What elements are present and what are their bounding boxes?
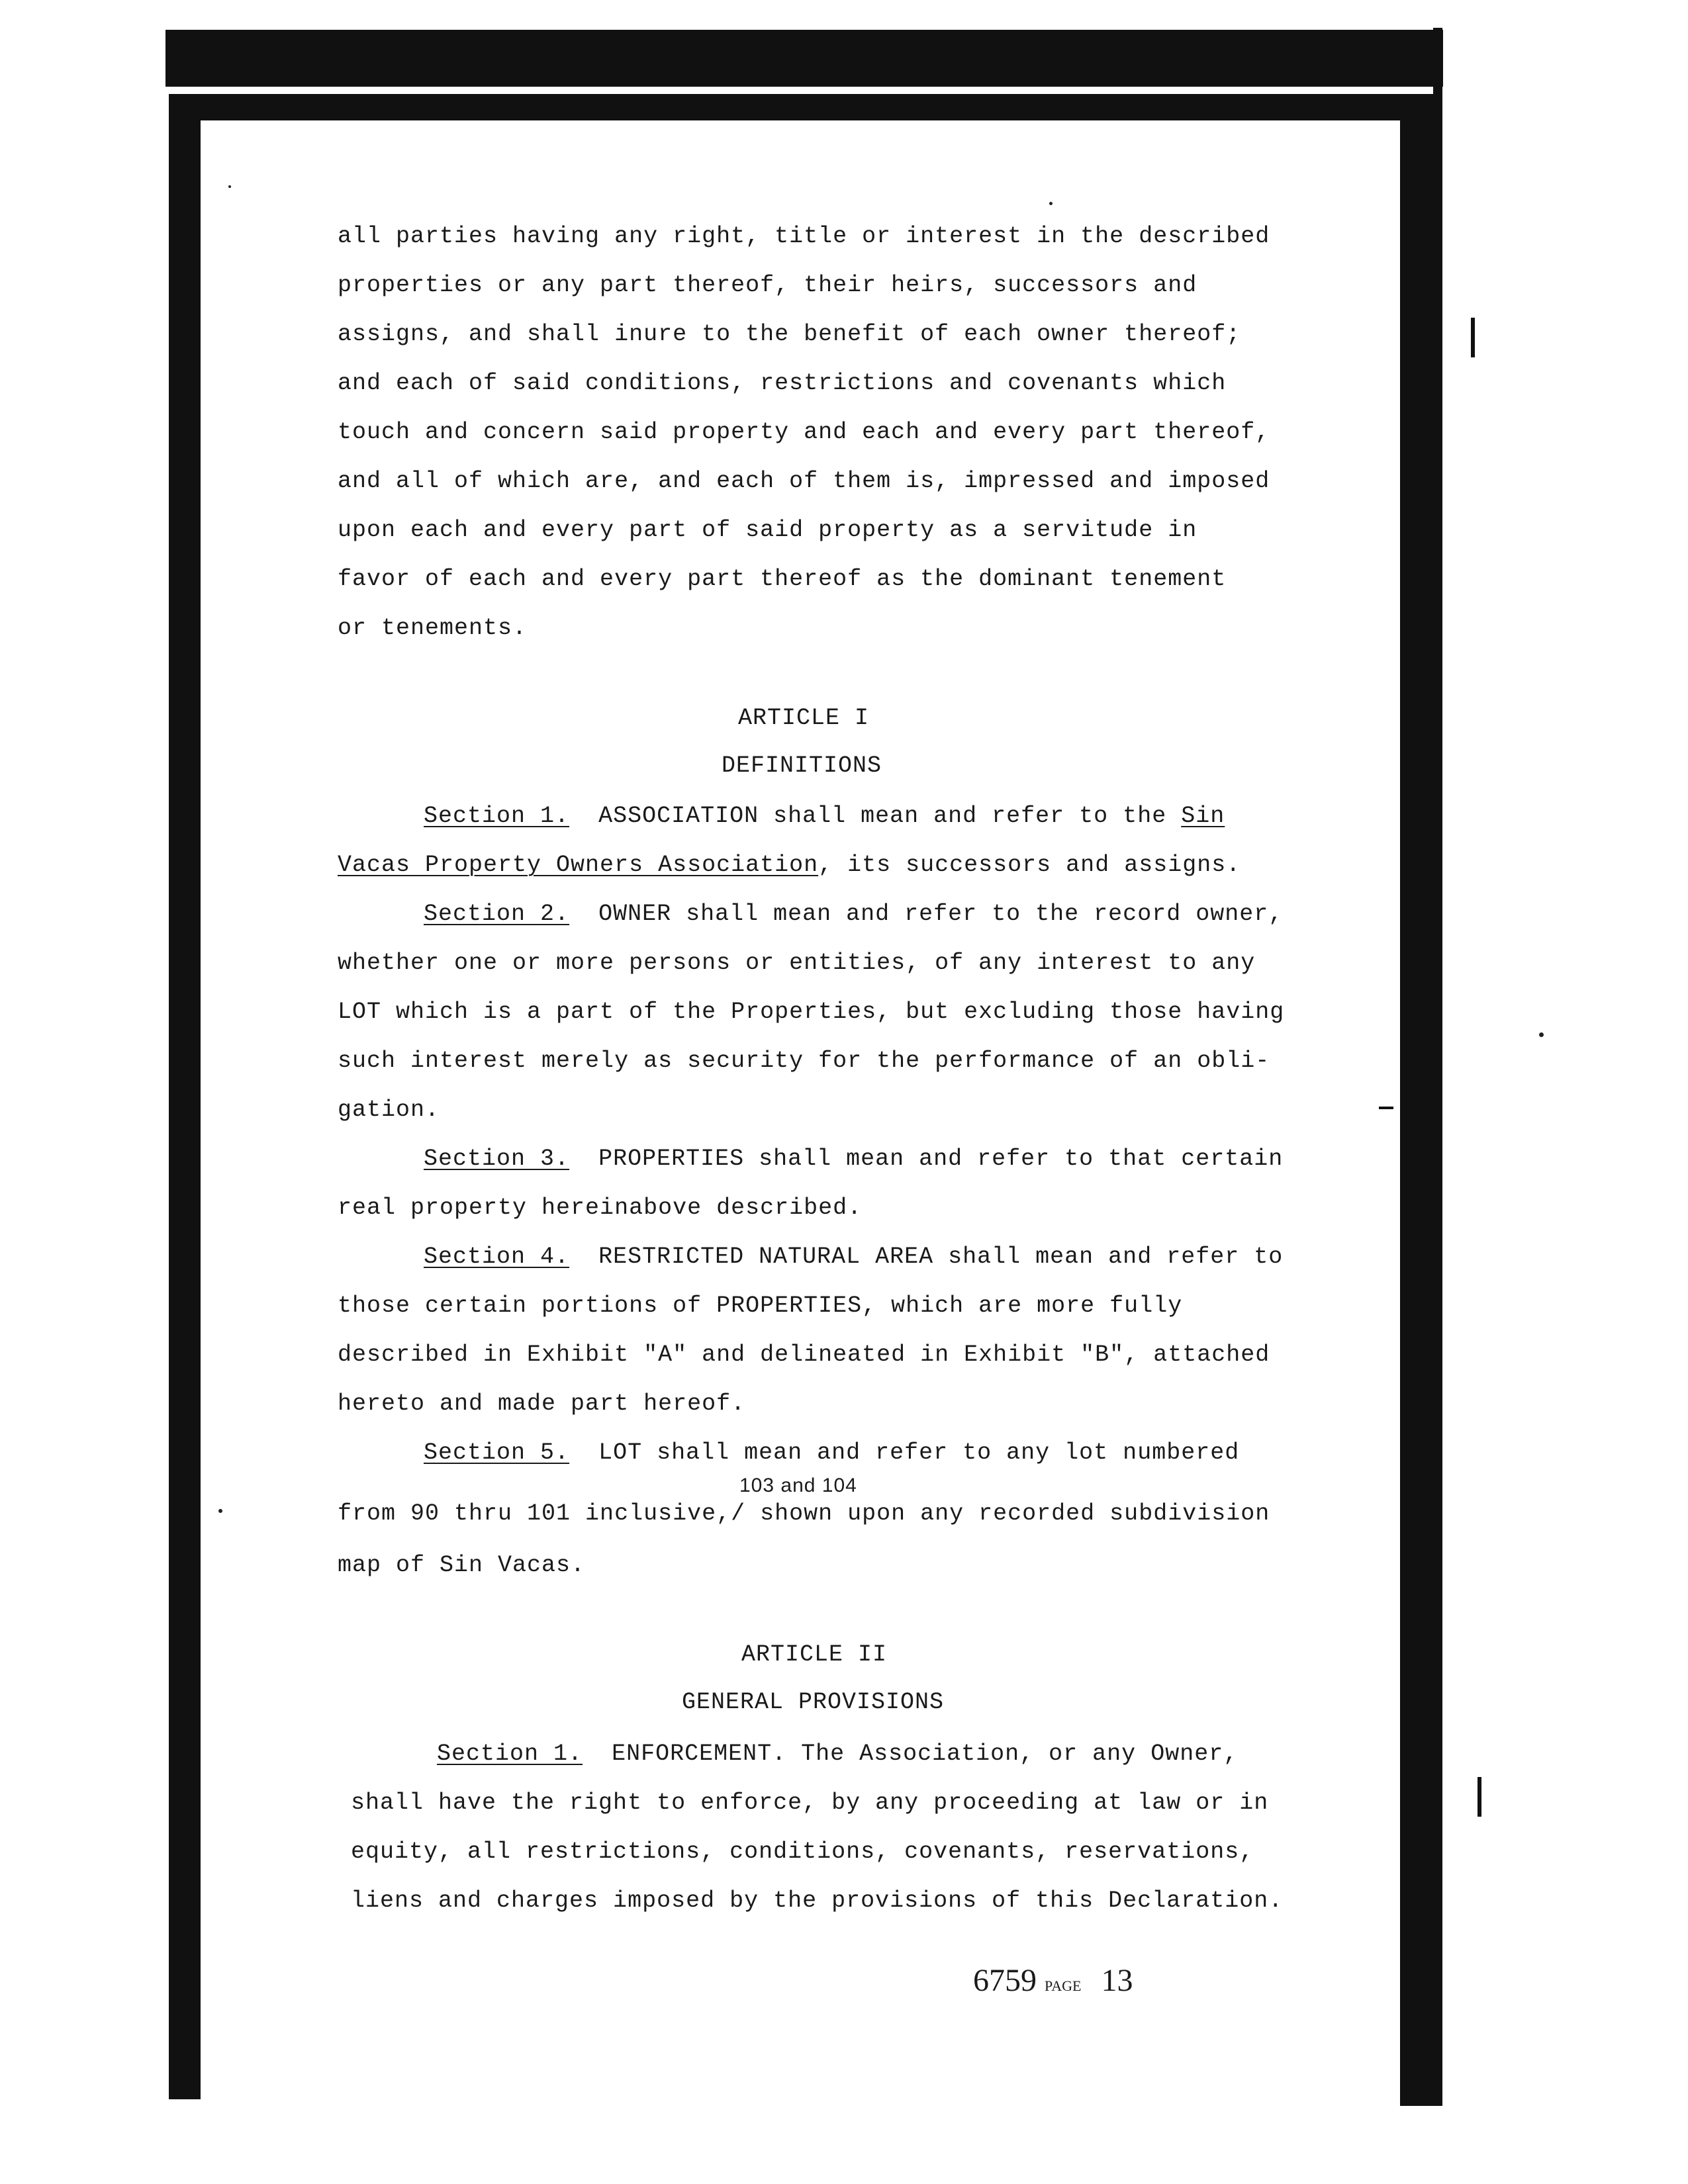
section-label: Section 3. <box>424 1146 570 1172</box>
section-line: real property hereinabove described. <box>338 1195 863 1221</box>
paragraph-line: and all of which are, and each of them is, impressed and imposed <box>338 468 1270 494</box>
page-number: 13 <box>1101 1963 1133 1998</box>
paragraph-line: touch and concern said property and each and every part thereof, <box>338 419 1270 445</box>
section-line: LOT which is a part of the Properties, but excluding those having <box>338 999 1285 1025</box>
section-line: shall have the right to enforce, by any proceeding at law or in <box>351 1790 1269 1816</box>
scan-speck <box>228 185 231 188</box>
recording-stamp <box>973 1962 1133 1999</box>
scan-mark <box>1477 1777 1481 1817</box>
section-line: such interest merely as security for the performance of an obli- <box>338 1048 1270 1074</box>
scan-speck <box>218 1509 222 1513</box>
section-line <box>424 1146 1283 1172</box>
scan-frame-left <box>169 94 201 2099</box>
article-heading: ARTICLE I <box>738 705 870 731</box>
association-name: Vacas Property Owners Association <box>338 852 819 878</box>
scan-mark <box>1379 1107 1393 1109</box>
paragraph-line: upon each and every part of said property as a servitude in <box>338 517 1197 543</box>
section-line <box>424 901 1283 927</box>
section-line: from 90 thru 101 inclusive,/ shown upon any recorded subdivision <box>338 1500 1270 1527</box>
section-label: Section 1. <box>424 803 570 829</box>
scan-frame-top <box>169 94 1440 120</box>
article-heading: ARTICLE II <box>741 1641 888 1668</box>
scan-speck <box>1049 202 1053 205</box>
scan-speck <box>1539 1032 1544 1037</box>
section-line: map of Sin Vacas. <box>338 1552 586 1578</box>
section-line: gation. <box>338 1097 440 1123</box>
paragraph-line: all parties having any right, title or interest in the described <box>338 223 1270 250</box>
section-label: Section 4. <box>424 1244 570 1270</box>
page-label: PAGE <box>1045 1978 1082 1994</box>
section-line: equity, all restrictions, conditions, covenants, reservations, <box>351 1839 1254 1865</box>
section-line: those certain portions of PROPERTIES, which are more fully <box>338 1293 1183 1319</box>
section-text: ENFORCEMENT. The Association, or any Owner, <box>612 1741 1239 1767</box>
section-text: , its successors and assigns. <box>818 852 1241 878</box>
section-text: LOT shall mean and refer to any lot numbered <box>598 1439 1240 1466</box>
paragraph-line: favor of each and every part thereof as the dominant tenement <box>338 566 1227 592</box>
section-line: described in Exhibit "A" and delineated in Exhibit "B", attached <box>338 1342 1270 1368</box>
section-line <box>338 852 1241 878</box>
article-subheading: GENERAL PROVISIONS <box>682 1689 945 1715</box>
section-label: Section 5. <box>424 1439 570 1466</box>
section-line: whether one or more persons or entities, of any interest to any <box>338 950 1256 976</box>
section-line: liens and charges imposed by the provisions of this Declaration. <box>351 1888 1284 1914</box>
paragraph-line: properties or any part thereof, their heirs, successors and <box>338 272 1197 298</box>
section-label: Section 1. <box>437 1741 583 1767</box>
section-line: hereto and made part hereof. <box>338 1390 746 1417</box>
section-line <box>424 1244 1283 1270</box>
paragraph-line: and each of said conditions, restrictions and covenants which <box>338 370 1227 396</box>
scan-mark <box>1471 318 1475 357</box>
section-text: PROPERTIES shall mean and refer to that certain <box>598 1146 1284 1172</box>
article-subheading: DEFINITIONS <box>722 752 882 779</box>
section-line <box>424 1439 1239 1466</box>
section-label: Section 2. <box>424 901 570 927</box>
association-name: Sin <box>1181 803 1225 829</box>
book-number: 6759 <box>973 1963 1037 1998</box>
paragraph-line: or tenements. <box>338 615 528 641</box>
section-text: RESTRICTED NATURAL AREA shall mean and refer to <box>598 1244 1284 1270</box>
section-text: OWNER shall mean and refer to the record owner, <box>598 901 1284 927</box>
section-line <box>437 1741 1238 1767</box>
scan-top-band <box>165 30 1443 89</box>
section-text: ASSOCIATION shall mean and refer to the <box>598 803 1167 829</box>
section-line <box>424 803 1225 829</box>
handwritten-insertion: 103 and 104 <box>739 1475 857 1496</box>
scan-frame-right-edge <box>1433 28 1442 2106</box>
paragraph-line: assigns, and shall inure to the benefit of each owner thereof; <box>338 321 1241 347</box>
